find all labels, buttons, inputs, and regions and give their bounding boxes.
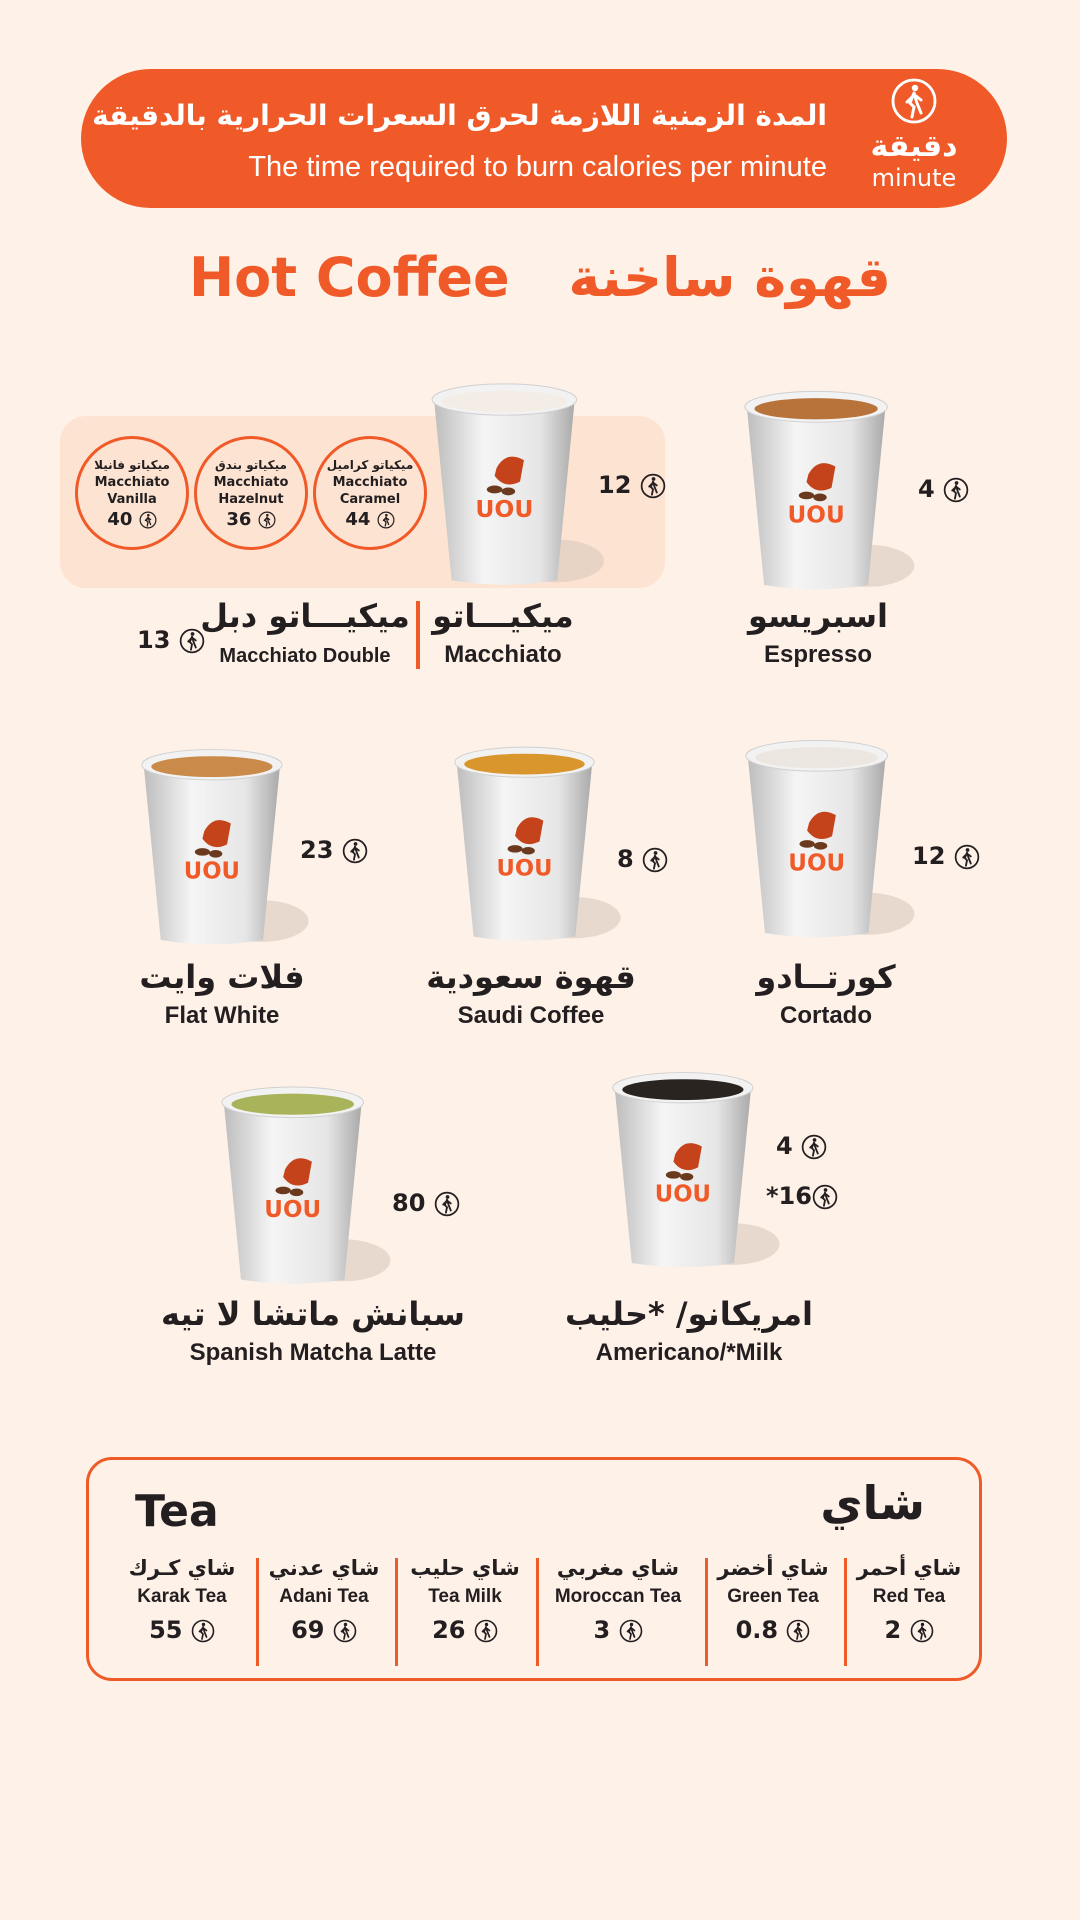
divider: [416, 601, 420, 669]
drink-name: كورتــادو Cortado: [756, 958, 896, 1029]
drink-minutes: 23: [300, 836, 368, 864]
tea-divider: [844, 1558, 847, 1666]
cup-logo: UOU: [183, 858, 241, 885]
cup-logo: UOU: [264, 1197, 322, 1224]
drink-name: سبانش ماتشا لا تيه Spanish Matcha Latte: [161, 1295, 465, 1366]
variant-name-en: Macchiato Vanilla: [94, 475, 170, 507]
variant-name-ar: ميكياتو بندق: [215, 458, 287, 472]
walking-person-icon: [258, 511, 276, 529]
drink-minutes: 8: [617, 845, 668, 873]
coffee-cup: [451, 735, 630, 959]
coffee-liquid: [151, 756, 272, 777]
coffee-cup: [742, 731, 924, 953]
section-title-ar: قهوة ساخنة: [568, 246, 892, 309]
coffee-liquid: [231, 1094, 354, 1115]
variant-name-en: Macchiato Hazelnut: [213, 475, 289, 507]
tea-title-en: Tea: [135, 1486, 219, 1537]
variant-minutes: 40: [78, 511, 186, 529]
walking-person-icon: [434, 1191, 460, 1217]
section-title-en: Hot Coffee: [188, 246, 510, 309]
cup-logo: UOU: [787, 502, 845, 529]
variant-circle: [313, 436, 427, 550]
coffee-cup: [741, 383, 924, 604]
cup-logo: UOU: [654, 1181, 712, 1208]
tea-item: شاي حليب Tea Milk 26: [410, 1556, 520, 1644]
tea-title-ar: شاي: [820, 1476, 925, 1530]
coffee-cup: [218, 1075, 400, 1302]
unit-en: minute: [871, 164, 957, 192]
walking-person-icon: [642, 847, 668, 873]
coffee-liquid: [464, 754, 585, 775]
walking-person-icon: [954, 844, 980, 870]
unit-ar: دقيقة: [870, 129, 958, 164]
cup-logo: UOU: [475, 494, 534, 523]
coffee-cup: [428, 380, 614, 595]
section-title: [0, 246, 1080, 309]
walking-person-icon: [640, 473, 666, 499]
variant-circle: [75, 436, 189, 550]
coffee-cup: [609, 1063, 789, 1283]
drink-minutes: 12: [912, 842, 980, 870]
coffee-liquid: [755, 747, 878, 768]
walking-person-icon: [139, 511, 157, 529]
tea-item: شاي أحمر Red Tea 2: [856, 1556, 962, 1644]
drink-minutes: 4: [918, 475, 969, 503]
coffee-liquid: [442, 391, 567, 413]
tea-divider: [395, 1558, 398, 1666]
drink-name: فلات وايت Flat White: [139, 958, 305, 1029]
drink-minutes: 12: [598, 471, 666, 499]
walking-person-icon: [812, 1184, 838, 1210]
tea-item: شاي مغربي Moroccan Tea 3: [554, 1556, 682, 1644]
variant-minutes: 44: [316, 511, 424, 529]
cup-logo: UOU: [788, 850, 846, 877]
walking-person-icon: [943, 477, 969, 503]
variant-name-ar: ميكياتو كراميل: [326, 458, 414, 472]
walking-person-icon: [191, 1619, 215, 1643]
walking-person-icon: [474, 1619, 498, 1643]
walking-person-icon: [377, 511, 395, 529]
drink-name: اسبريسو Espresso: [747, 597, 889, 668]
macchiato-double-name: ميكيـــاتو دبل Macchiato Double: [200, 597, 410, 667]
drink-minutes: 80: [392, 1189, 460, 1217]
macchiato-double-minutes: 13: [137, 626, 205, 654]
drink-minutes-milk: *16: [766, 1182, 838, 1210]
tea-divider: [536, 1558, 539, 1666]
coffee-cup: [138, 741, 318, 959]
tea-item: شاي أخضر Green Tea 0.8: [717, 1556, 829, 1644]
walking-person-icon: [179, 628, 205, 654]
drink-minutes: 4: [776, 1132, 827, 1160]
walking-person-icon: [333, 1619, 357, 1643]
coffee-liquid: [622, 1079, 743, 1100]
walking-person-icon: [910, 1619, 934, 1643]
variant-name-en: Macchiato Caramel: [332, 475, 408, 507]
tea-section: [86, 1457, 982, 1681]
banner-title-en: The time required to burn calories per minute: [248, 151, 827, 183]
tea-divider: [705, 1558, 708, 1666]
walking-person-icon: [342, 838, 368, 864]
unit-legend: [849, 77, 979, 191]
header-banner: [81, 69, 1007, 208]
variant-circle: [194, 436, 308, 550]
drink-name: ميكيـــاتو Macchiato: [432, 597, 574, 668]
walking-person-icon: [890, 77, 938, 125]
tea-item: شاي كـرك Karak Tea 55: [128, 1556, 236, 1644]
tea-item: شاي عدني Adani Tea 69: [268, 1556, 380, 1644]
cup-logo: UOU: [496, 855, 553, 882]
walking-person-icon: [801, 1134, 827, 1160]
tea-divider: [256, 1558, 259, 1666]
walking-person-icon: [786, 1619, 810, 1643]
coffee-liquid: [754, 398, 877, 419]
variant-name-ar: ميكياتو فانيلا: [94, 458, 170, 472]
walking-person-icon: [619, 1619, 643, 1643]
drink-name: قهوة سعودية Saudi Coffee: [426, 958, 636, 1029]
variant-minutes: 36: [197, 511, 305, 529]
banner-title-ar: المدة الزمنية اللازمة لحرق السعرات الحرارية بالدقيقة: [92, 99, 827, 132]
drink-name: امريكانو/ *حليب Americano/*Milk: [564, 1295, 814, 1366]
